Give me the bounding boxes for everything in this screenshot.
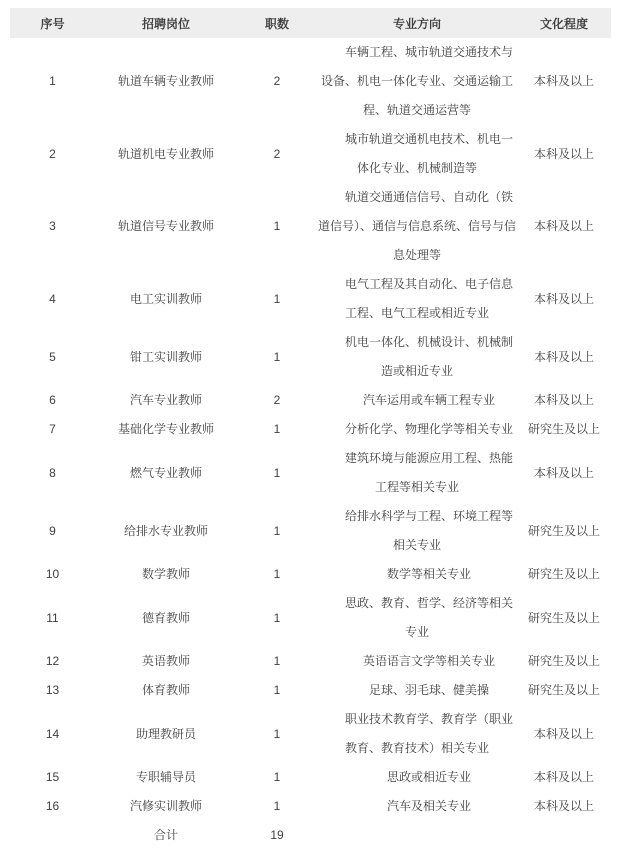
cell-count: 1 [273, 654, 281, 668]
cell-count: 1 [273, 683, 281, 697]
table-row [10, 763, 611, 792]
table-row [10, 705, 611, 763]
cell-count: 1 [273, 523, 281, 538]
cell-major [317, 386, 517, 415]
cell-education: 研究生及以上 [527, 654, 600, 668]
cell-major-text: 车辆工程、城市轨道交通技术与设备、机电一体化专业、交通运输工程、轨道交通运营等 [320, 45, 513, 117]
table-header [10, 8, 611, 38]
cell-position: 钳工实训教师 [129, 349, 202, 364]
cell-major-text: 给排水科学与工程、环境工程等相关专业 [344, 509, 513, 552]
cell-position: 助理教研员 [135, 726, 196, 741]
cell-major [317, 38, 517, 125]
cell-position: 德育教师 [141, 610, 190, 625]
cell-education: 本科及以上 [533, 726, 594, 741]
recruitment-table [10, 8, 611, 850]
cell-position: 给排水专业教师 [123, 523, 208, 538]
cell-major [317, 270, 517, 328]
cell-education: 本科及以上 [533, 465, 594, 480]
cell-count: 2 [273, 74, 281, 88]
cell-index: 8 [49, 465, 56, 480]
cell-count: 2 [273, 393, 281, 407]
cell-education: 本科及以上 [533, 349, 594, 364]
cell-education: 研究生及以上 [527, 422, 600, 436]
cell-position: 汽车专业教师 [129, 393, 202, 407]
cell-major-text: 机电一体化、机械设计、机械制造或相近专业 [344, 335, 513, 378]
cell-major-text: 数学等相关专业 [386, 567, 471, 581]
table-row [10, 589, 611, 647]
cell-count: 1 [273, 422, 281, 436]
cell-position: 英语教师 [141, 654, 190, 668]
table-row [10, 444, 611, 502]
cell-education: 本科及以上 [533, 770, 594, 784]
cell-major [317, 676, 517, 705]
cell-count: 1 [273, 799, 281, 813]
cell-position: 轨道机电专业教师 [117, 146, 214, 161]
cell-major-text: 职业技术教育学、教育学（职业教育、教育技术）相关专业 [344, 712, 513, 755]
cell-position: 轨道车辆专业教师 [117, 74, 214, 88]
table-row [10, 560, 611, 589]
cell-major [317, 647, 517, 676]
cell-count: 1 [273, 610, 281, 625]
table-row [10, 38, 611, 125]
cell-count: 1 [273, 770, 281, 784]
cell-index: 13 [45, 683, 60, 697]
cell-major [317, 502, 517, 560]
cell-major [317, 415, 517, 444]
cell-education: 研究生及以上 [527, 523, 600, 538]
cell-major [317, 560, 517, 589]
cell-count: 1 [273, 465, 281, 480]
cell-position: 轨道信号专业教师 [117, 219, 214, 233]
cell-major-text: 英语语言文学等相关专业 [362, 654, 495, 668]
cell-education: 研究生及以上 [527, 610, 600, 625]
table-row [10, 647, 611, 676]
cell-major-text: 汽车及相关专业 [386, 799, 471, 813]
cell-position: 专职辅导员 [135, 770, 196, 784]
cell-index: 1 [49, 74, 56, 88]
table-row [10, 502, 611, 560]
total-row [10, 821, 611, 850]
table-row [10, 270, 611, 328]
cell-index: 14 [45, 726, 60, 741]
cell-major [317, 444, 517, 502]
cell-index: 4 [49, 291, 56, 306]
cell-major-text: 电气工程及其自动化、电子信息工程、电气工程或相近专业 [344, 277, 513, 320]
cell-count: 1 [273, 219, 281, 233]
cell-major [317, 183, 517, 270]
table-row [10, 792, 611, 821]
cell-major [317, 792, 517, 821]
cell-major [317, 125, 517, 183]
cell-index: 10 [45, 567, 60, 581]
cell-major [317, 763, 517, 792]
cell-major-text: 分析化学、物理化学等相关专业 [344, 422, 513, 436]
cell-major-text: 建筑环境与能源应用工程、热能工程等相关专业 [344, 451, 513, 494]
cell-major-text: 城市轨道交通机电技术、机电一体化专业、机械制造等 [344, 132, 513, 175]
cell-count: 19 [270, 828, 284, 842]
cell-education: 本科及以上 [533, 799, 594, 813]
cell-major [317, 589, 517, 647]
table-row [10, 386, 611, 415]
cell-position: 汽修实训教师 [129, 799, 202, 813]
cell-count: 1 [273, 567, 281, 581]
column-header-education: 文化程度 [517, 8, 611, 38]
cell-position: 电工实训教师 [129, 291, 202, 306]
table-body [10, 38, 611, 850]
cell-major-text: 汽车运用或车辆工程专业 [362, 393, 495, 407]
table-row [10, 676, 611, 705]
cell-major-text: 思政、教育、哲学、经济等相关专业 [344, 596, 513, 639]
table-row [10, 415, 611, 444]
cell-index: 12 [45, 654, 60, 668]
cell-major [317, 328, 517, 386]
cell-major-text: 思政或相近专业 [386, 770, 471, 784]
header-row [10, 8, 611, 38]
cell-education [517, 821, 611, 850]
cell-major [317, 705, 517, 763]
column-header-count: 职数 [237, 8, 317, 38]
cell-education: 本科及以上 [533, 219, 594, 233]
cell-position: 基础化学专业教师 [117, 422, 214, 436]
cell-education: 本科及以上 [533, 291, 594, 306]
cell-index: 2 [49, 146, 56, 161]
cell-count: 1 [273, 291, 281, 306]
cell-count: 1 [273, 349, 281, 364]
cell-count: 2 [273, 146, 281, 161]
cell-index: 5 [49, 349, 56, 364]
cell-position: 燃气专业教师 [129, 465, 202, 480]
cell-position: 体育教师 [141, 683, 190, 697]
column-header-major: 专业方向 [317, 8, 517, 38]
cell-index: 7 [49, 422, 56, 436]
cell-major-text: 足球、羽毛球、健美操 [368, 683, 489, 697]
cell-education: 研究生及以上 [527, 683, 600, 697]
cell-index: 16 [45, 799, 60, 813]
cell-index [10, 821, 95, 850]
cell-education: 研究生及以上 [527, 567, 600, 581]
cell-index: 9 [49, 523, 56, 538]
cell-index: 3 [49, 219, 56, 233]
cell-major [317, 821, 517, 850]
cell-index: 15 [45, 770, 60, 784]
cell-major-text: 轨道交通通信信号、自动化（铁道信号）、通信与信息系统、信号与信息处理等 [317, 190, 516, 262]
cell-count: 1 [273, 726, 281, 741]
table-row [10, 328, 611, 386]
cell-education: 本科及以上 [533, 74, 594, 88]
table-row [10, 183, 611, 270]
column-header-index: 序号 [10, 8, 95, 38]
column-header-position: 招聘岗位 [95, 8, 237, 38]
cell-position: 合计 [153, 828, 178, 842]
cell-index: 6 [49, 393, 56, 407]
cell-education: 本科及以上 [533, 393, 594, 407]
cell-position: 数学教师 [141, 567, 190, 581]
cell-index: 11 [46, 610, 59, 625]
table-row [10, 125, 611, 183]
cell-education: 本科及以上 [533, 146, 594, 161]
